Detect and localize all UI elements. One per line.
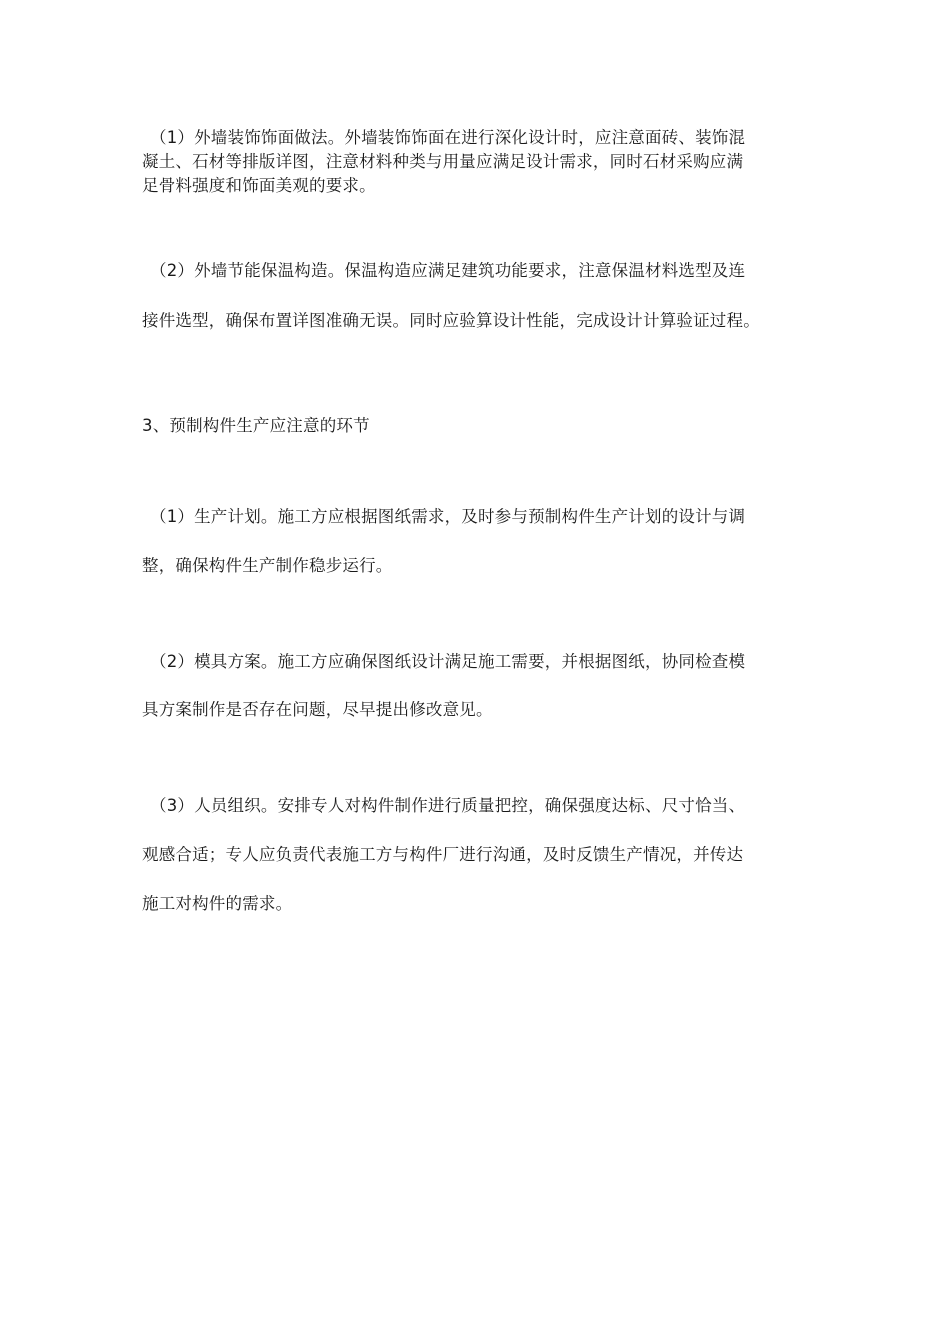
text-line: （1）外墙装饰饰面做法。外墙装饰饰面在进行深化设计时，应注意面砖、装饰混 [150,128,746,147]
text-line: 施工对构件的需求。 [142,894,293,913]
text-line: （2）外墙节能保温构造。保温构造应满足建筑功能要求，注意保温材料选型及连 [150,261,746,280]
heading-text: 3、预制构件生产应注意的环节 [142,416,370,435]
text-line: 接件选型，确保布置详图准确无误。同时应验算设计性能，完成设计计算验证过程。 [142,311,760,330]
text-line: 具方案制作是否存在问题，尽早提出修改意见。 [142,700,493,719]
text-line: 观感合适；专人应负责代表施工方与构件厂进行沟通，及时反馈生产情况，并传达 [142,845,744,864]
text-line: 整，确保构件生产制作稳步运行。 [142,556,393,575]
text-line: （2）模具方案。施工方应确保图纸设计满足施工需要，并根据图纸，协同检查模 [150,652,746,671]
text-line: 足骨料强度和饰面美观的要求。 [142,176,376,195]
text-line: （3）人员组织。安排专人对构件制作进行质量把控，确保强度达标、尺寸恰当、 [150,796,746,815]
text-line: （1）生产计划。施工方应根据图纸需求，及时参与预制构件生产计划的设计与调 [150,507,746,526]
text-line: 凝土、石材等排版详图，注意材料种类与用量应满足设计需求，同时石材采购应满 [142,152,744,171]
